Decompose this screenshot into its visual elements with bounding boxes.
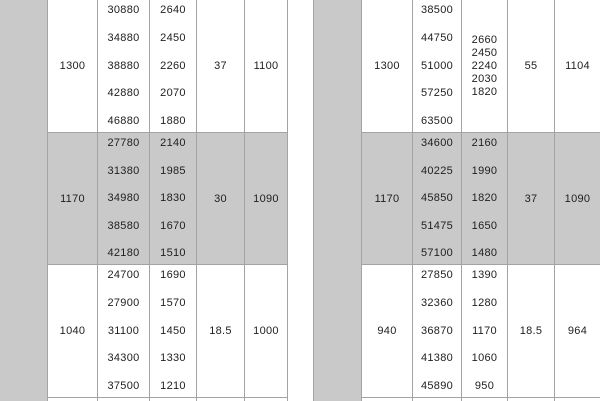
- cell-value: 27780: [107, 137, 140, 149]
- table-column-c3: [413, 0, 462, 401]
- table-cell: [150, 0, 196, 133]
- table-cell: [413, 265, 461, 398]
- cell-value: 44750: [420, 31, 454, 44]
- row-header-column: [313, 0, 362, 401]
- table-column-c3: [98, 0, 150, 401]
- table-cell: [413, 133, 461, 265]
- cell-value: 32360: [420, 296, 454, 309]
- table-cell: [98, 265, 149, 398]
- cell-value: 950: [474, 380, 495, 392]
- cell-value: 63500: [420, 115, 454, 127]
- table-cell: 1090: [245, 133, 287, 265]
- data-table-right: [313, 0, 600, 401]
- cell-value: 40225: [420, 164, 454, 177]
- stacked-value-block: [472, 34, 498, 99]
- table-cell: 1100: [245, 0, 287, 133]
- table-cell: [150, 133, 196, 265]
- cell-value: 46880: [107, 115, 140, 127]
- cell-value: 27900: [107, 296, 140, 309]
- table-cell: 1104: [555, 0, 600, 133]
- cell-value: 1985: [160, 164, 186, 177]
- cell-value: 1830: [160, 192, 186, 204]
- data-table-left: [0, 0, 288, 401]
- table-cell: 55: [508, 0, 554, 133]
- cell-value: 31380: [107, 164, 140, 177]
- cell-value: 1570: [160, 296, 186, 309]
- cell-value: 1820: [471, 192, 498, 204]
- table-cell: 1000: [245, 265, 287, 398]
- cell-value: 1170: [472, 324, 497, 337]
- cell-value: 57100: [420, 247, 454, 259]
- cell-value: 2450: [160, 31, 186, 44]
- cell-value: 1990: [471, 164, 498, 177]
- cell-value: 51000: [420, 59, 454, 72]
- table-cell: [150, 265, 196, 398]
- cell-value: 41380: [420, 352, 454, 365]
- table-cell: 1300: [48, 0, 97, 133]
- cell-value: 51475: [420, 219, 454, 232]
- cell-value: 45850: [420, 192, 454, 204]
- cell-value: 38500: [420, 4, 454, 16]
- table-cell: [462, 0, 507, 133]
- table-column-c6: [245, 0, 288, 401]
- cell-value: 30880: [107, 4, 140, 16]
- table-cell: 1170: [362, 133, 412, 265]
- cell-value: 1670: [160, 219, 186, 232]
- table-cell: [413, 0, 461, 133]
- cell-value: 34600: [420, 137, 454, 149]
- table-cell: 37: [197, 0, 244, 133]
- cell-value: 2660: [471, 33, 498, 46]
- cell-value: 2070: [160, 87, 186, 100]
- table-cell: 1170: [48, 133, 97, 265]
- cell-value: 2260: [160, 59, 186, 72]
- cell-value: 1510: [160, 247, 186, 259]
- table-cell: 1040: [48, 265, 97, 398]
- cell-value: 1280: [471, 296, 498, 309]
- cell-value: 36870: [420, 324, 454, 337]
- cell-value: 38580: [107, 219, 140, 232]
- cell-value: 2450: [471, 46, 498, 59]
- cell-value: 2030: [471, 72, 498, 85]
- table-column-c5: [508, 0, 555, 401]
- table-cell: 30: [197, 133, 244, 265]
- cell-value: 1390: [471, 269, 498, 281]
- table-column-c5: [197, 0, 245, 401]
- table-column-c2: [48, 0, 98, 401]
- cell-value: 34880: [107, 31, 140, 44]
- cell-value: 27850: [420, 269, 454, 281]
- cell-value: 42180: [107, 247, 140, 259]
- cell-value: 2640: [160, 4, 186, 16]
- row-header-column: [0, 0, 48, 401]
- table-cell: [462, 133, 507, 265]
- cell-value: 31100: [107, 324, 140, 337]
- table-cell: 940: [362, 265, 412, 398]
- cell-value: 1650: [471, 219, 498, 232]
- table-cell: 37: [508, 133, 554, 265]
- cell-value: 34300: [107, 352, 140, 365]
- cell-value: 37500: [107, 380, 140, 392]
- cell-value: 38880: [107, 59, 140, 72]
- table-cell: 1300: [362, 0, 412, 133]
- cell-value: 2240: [471, 59, 498, 72]
- table-column-c4: [150, 0, 197, 401]
- cell-value: 57250: [420, 87, 454, 100]
- cell-value: 1330: [160, 352, 186, 365]
- table-column-c4: [462, 0, 508, 401]
- table-column-c6: [555, 0, 600, 401]
- table-cell: [98, 133, 149, 265]
- table-cell: [462, 265, 507, 398]
- cell-value: 2140: [160, 137, 186, 149]
- cell-value: 1480: [471, 247, 498, 259]
- cell-value: 1060: [471, 352, 498, 365]
- cell-value: 1820: [471, 85, 498, 98]
- table-cell: 18.5: [197, 265, 244, 398]
- cell-value: 2160: [471, 137, 498, 149]
- table-cell: 964: [555, 265, 600, 398]
- table-cell: [98, 0, 149, 133]
- cell-value: 1690: [160, 269, 186, 281]
- cell-value: 42880: [107, 87, 140, 100]
- cell-value: 34980: [107, 192, 140, 204]
- cell-value: 45890: [420, 380, 454, 392]
- cell-value: 1880: [160, 115, 186, 127]
- cell-value: 1210: [160, 380, 186, 392]
- cell-value: 1450: [160, 324, 186, 337]
- table-cell: 18.5: [508, 265, 554, 398]
- table-column-c2: [362, 0, 413, 401]
- cell-value: 24700: [107, 269, 140, 281]
- table-cell: 1090: [555, 133, 600, 265]
